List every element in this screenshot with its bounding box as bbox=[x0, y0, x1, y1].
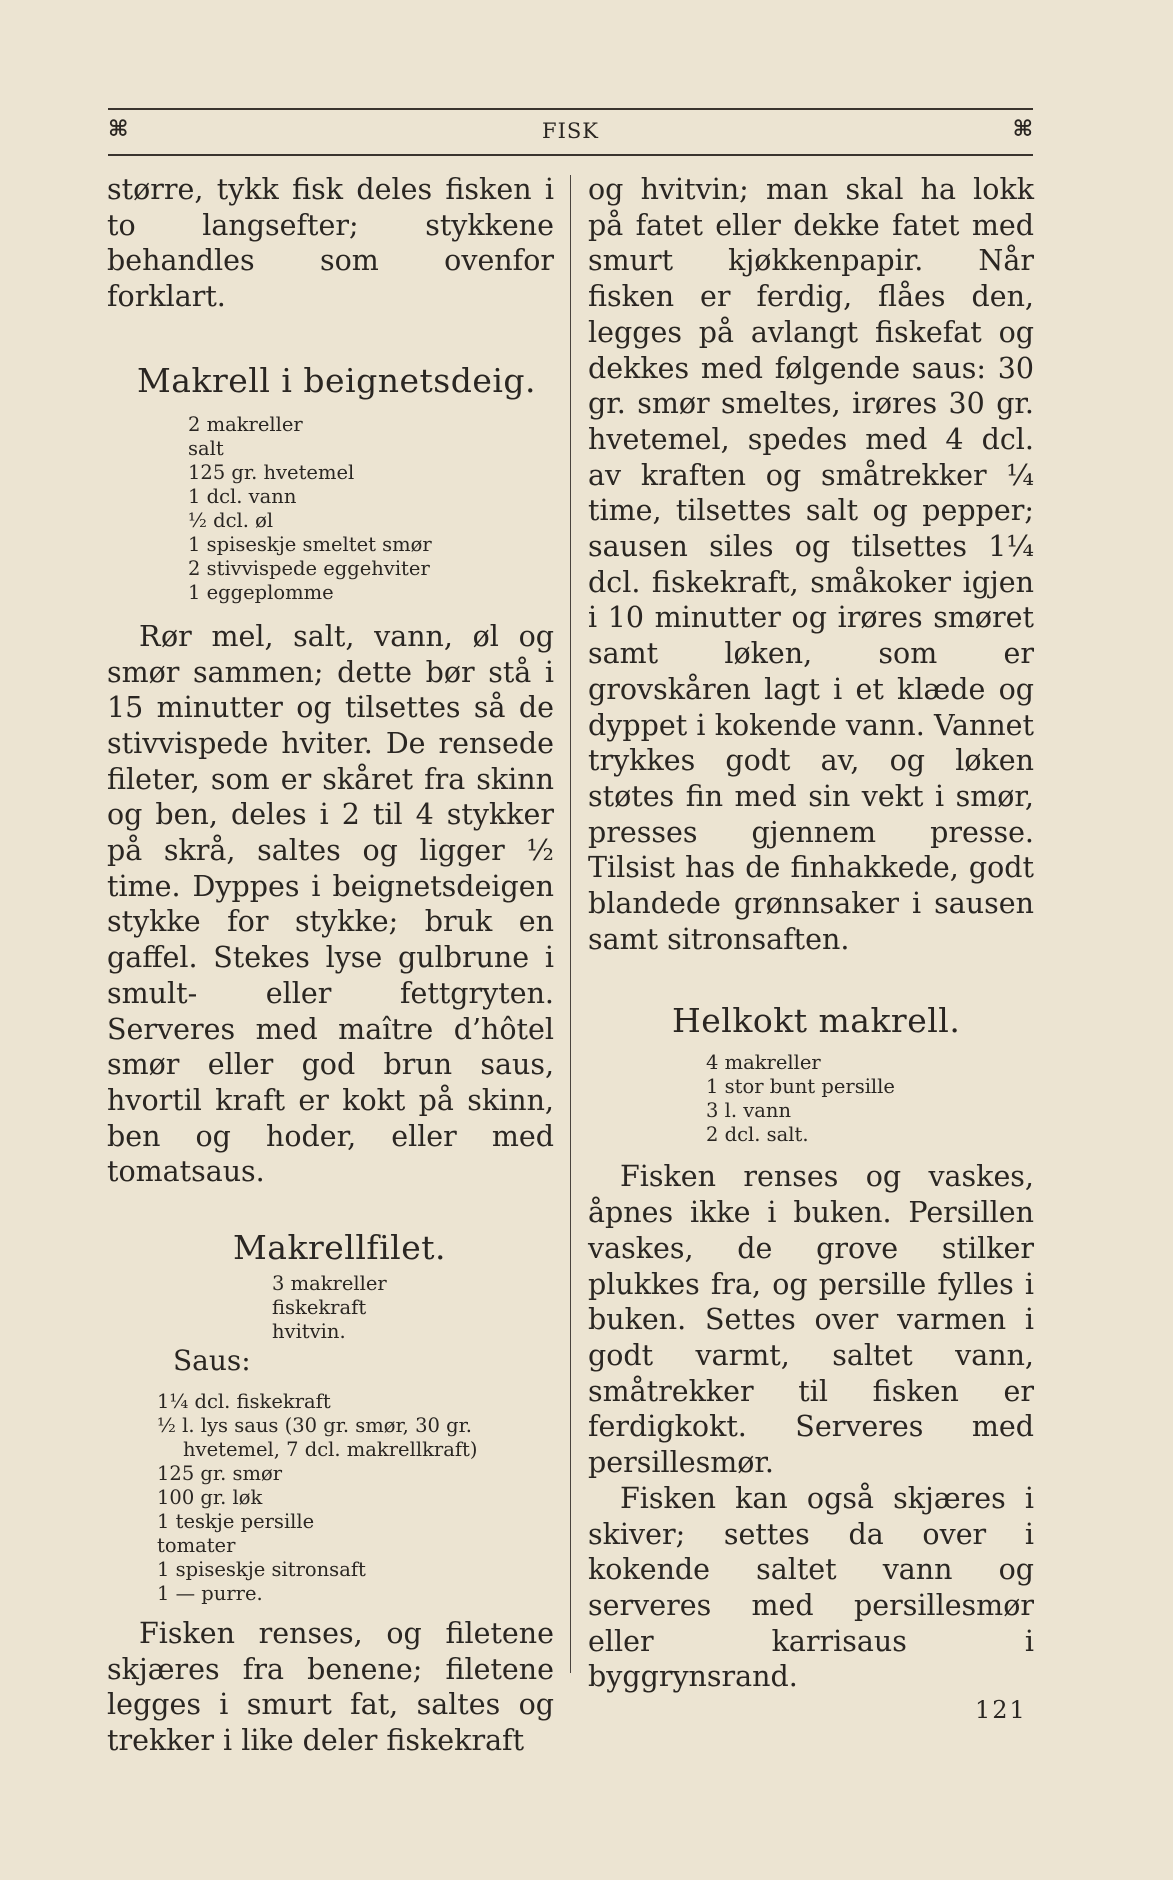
ingredient: hvetemel, 7 dcl. makrellkraft) bbox=[183, 1438, 478, 1462]
ingredient: 125 gr. smør bbox=[157, 1462, 283, 1486]
recipe1-ingredients bbox=[188, 413, 554, 605]
recipe3-ingredients bbox=[706, 1051, 1034, 1147]
ingredient: 1 spiseskje smeltet smør bbox=[188, 532, 432, 556]
ingredient: tomater bbox=[157, 1534, 236, 1558]
ornament-left-icon: ⌘ bbox=[108, 116, 129, 142]
recipe-title-helkokt-makrell: Helkokt makrell. bbox=[672, 1001, 961, 1041]
ingredient: 100 gr. løk bbox=[157, 1486, 263, 1510]
ingredient: ½ l. lys saus (30 gr. smør, 30 gr. bbox=[157, 1414, 472, 1438]
ingredient: 125 gr. hvetemel bbox=[188, 460, 355, 484]
ingredient: fiskekraft bbox=[272, 1296, 367, 1320]
ingredient: 1 eggeplomme bbox=[188, 580, 334, 604]
recipe3-text-2: Fisken kan også skjæres i skiver; settes da over i kokende saltet vann og serveres med persillesmør eller karrisaus i byggrynsrand. bbox=[588, 1481, 1034, 1694]
recipe2-ingredients bbox=[272, 1272, 554, 1344]
ingredient: 1 spiseskje sitronsaft bbox=[157, 1558, 366, 1582]
ingredient: 1 dcl. vann bbox=[188, 484, 297, 508]
ingredient: 2 makreller bbox=[188, 412, 303, 436]
recipe2-text: Fisken renses, og filetene skjæres fra benene; filetene legges i smurt fat, saltes og trekker i like deler fiskekraft bbox=[107, 1617, 554, 1758]
recipe3-text-1: Fisken renses og vaskes, åpnes ikke i buken. Persillen vaskes, de grove stilker plukkes fra, og persille fylles i buken. Settes over varmen i godt varmt, saltet vann, småtrekker til fisken er ferdigkokt. Serveres med persillesmør. bbox=[588, 1160, 1034, 1480]
ornament-right-icon: ⌘ bbox=[1012, 116, 1033, 142]
running-head-title: FISK bbox=[542, 119, 599, 143]
ingredient: 1 — purre. bbox=[157, 1582, 263, 1606]
left-column bbox=[107, 172, 554, 1759]
ingredient: ½ dcl. øl bbox=[188, 508, 274, 532]
recipe-title-makrell-beignetsdeig: Makrell i beignetsdeig. bbox=[137, 360, 537, 400]
ingredient: 2 stivvispede eggehviter bbox=[188, 556, 430, 580]
ingredient: 3 l. vann bbox=[706, 1099, 791, 1123]
ingredient: 1 teskje persille bbox=[157, 1510, 315, 1534]
ingredient: salt bbox=[188, 436, 224, 460]
column-divider bbox=[570, 175, 571, 1673]
sauce-ingredients bbox=[157, 1390, 554, 1606]
ingredient: 3 makreller bbox=[272, 1272, 387, 1296]
ingredient: hvitvin. bbox=[272, 1320, 346, 1344]
page-number: 121 bbox=[975, 1696, 1027, 1724]
ingredient: 4 makreller bbox=[706, 1051, 821, 1075]
sauce-label: Saus: bbox=[173, 1344, 251, 1378]
intro-paragraph: større, tykk fisk deles fisken i to langsefter; stykkene behandles som ovenfor forklart. bbox=[107, 173, 554, 314]
recipe-title-makrellfilet: Makrellfilet. bbox=[233, 1228, 446, 1268]
running-head bbox=[108, 108, 1033, 156]
ingredient: 1¼ dcl. fiskekraft bbox=[157, 1390, 331, 1414]
continuation-paragraph: og hvitvin; man skal ha lokk på fatet eller dekke fatet med smurt kjøkkenpapir. Når fisken er ferdig, flåes den, legges på avlangt fiskefat og dekkes med følgende saus: 30 gr. smør smeltes, irøres 30 gr. hvetemel, spedes med 4 dcl. av kraften og småtrekker ¼ time, tilsettes salt og pepper; sausen siles og tilsettes 1¼ dcl. fiskekraft, småkoker igjen i 10 minutter og irøres smøret samt løken, som er grovskåren lagt i et klæde og dyppet i kokende vann. Vannet trykkes godt av, og løken støtes fin med sin vekt i smør, presses gjennem presse. Tilsist has de finhakkede, godt blandede grønnsaker i sausen samt sitronsaften. bbox=[588, 173, 1034, 956]
ingredient: 2 dcl. salt. bbox=[706, 1123, 809, 1147]
right-column bbox=[588, 172, 1034, 1695]
ingredient: 1 stor bunt persille bbox=[706, 1075, 895, 1099]
recipe1-text: Rør mel, salt, vann, øl og smør sammen; dette bør stå i 15 minutter og tilsettes så de stivvispede hviter. De rensede fileter, som er skåret fra skinn og ben, deles i 2 til 4 stykker på skrå, saltes og ligger ½ time. Dyppes i beignetsdeigen stykke for stykke; bruk en gaffel. Stekes lyse gulbrune i smult- eller fettgryten. Serveres med maître d’hôtel smør eller god brun saus, hvortil kraft er kokt på skinn, ben og hoder, eller med tomatsaus. bbox=[107, 619, 554, 1189]
